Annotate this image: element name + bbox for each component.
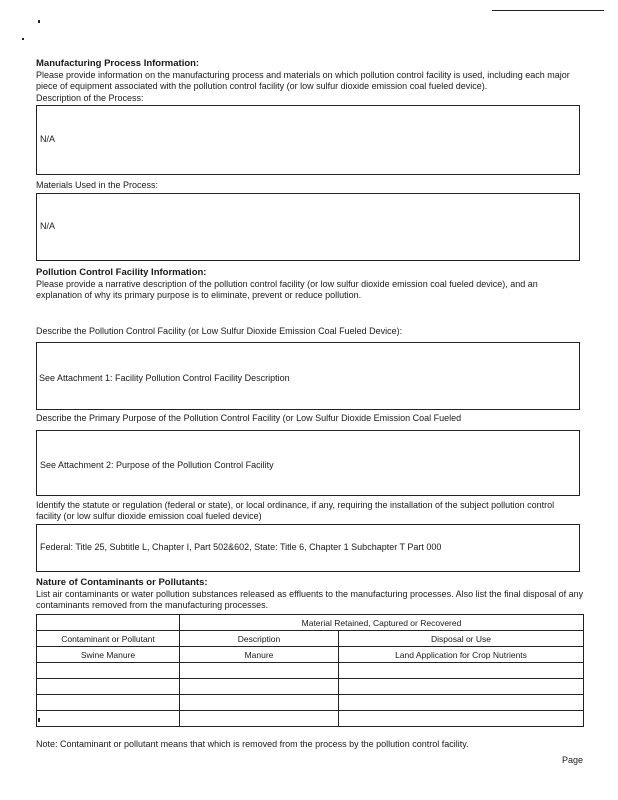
process-description-value: N/A — [40, 134, 56, 144]
statute-label: Identify the statute or regulation (federal or state), or local ordinance, if any, requiring the installation of the subject pollution control facility (or low sulfur dioxide emission coal fueled device) — [36, 500, 555, 521]
table-row — [37, 711, 584, 727]
contaminants-table — [36, 614, 584, 727]
manufacturing-heading: Manufacturing Process Information: — [36, 58, 200, 69]
table-cell[interactable] — [180, 695, 339, 711]
statute-value: Federal: Title 25, Subtitle L, Chapter I, Part 502&602, State: Title 6, Chapter 1 Subchapter T Part 000 — [40, 542, 442, 552]
table-cell[interactable] — [339, 679, 584, 695]
materials-label: Materials Used in the Process: — [36, 180, 159, 190]
column-header: Disposal or Use — [339, 631, 584, 647]
table-cell[interactable] — [339, 711, 584, 727]
table-cell[interactable] — [180, 663, 339, 679]
table-header-row — [37, 631, 584, 647]
primary-purpose-label: Describe the Primary Purpose of the Pollution Control Facility (or Low Sulfur Dioxide Emission Coal Fueled — [36, 413, 462, 423]
table-cell[interactable] — [180, 679, 339, 695]
materials-value: N/A — [40, 221, 56, 231]
table-row — [37, 695, 584, 711]
facility-description-field[interactable] — [36, 342, 580, 410]
statute-field[interactable] — [36, 524, 580, 572]
facility-description-value: See Attachment 1: Facility Pollution Control Facility Description — [39, 373, 290, 383]
top-right-rule — [492, 10, 604, 11]
scan-mark — [38, 718, 40, 722]
table-group-header-row — [37, 615, 584, 631]
contaminants-heading: Nature of Contaminants or Pollutants: — [36, 577, 208, 588]
primary-purpose-value: See Attachment 2: Purpose of the Pollution Control Facility — [40, 460, 274, 470]
pollution-control-instructions: Please provide a narrative description of the pollution control facility (or low sulfur dioxide emission coal fueled device), and an explanation of why its primary purpose is to eliminate, prevent or reduce pollution. — [36, 279, 538, 300]
table-cell[interactable] — [339, 663, 584, 679]
table-row — [37, 647, 584, 663]
table-cell[interactable]: Land Application for Crop Nutrients — [339, 647, 584, 663]
process-description-label: Description of the Process: — [36, 93, 144, 103]
contaminants-instructions: List air contaminants or water pollution substances released as effluents to the manufacturing processes. Also list the final disposal of any contaminants removed from the manufacturing processes. — [36, 589, 584, 610]
page-label: Page — [562, 755, 584, 765]
contaminants-note: Note: Contaminant or pollutant means that which is removed from the process by the pollution control facility. — [36, 739, 469, 749]
column-header: Description — [180, 631, 339, 647]
materials-field[interactable] — [36, 193, 580, 261]
facility-description-label: Describe the Pollution Control Facility (or Low Sulfur Dioxide Emission Coal Fueled Device): — [36, 326, 403, 336]
table-cell[interactable] — [37, 695, 180, 711]
table-cell[interactable] — [37, 711, 180, 727]
scan-mark — [38, 20, 40, 23]
manufacturing-instructions: Please provide information on the manufacturing process and materials on which pollution control facility is used, including each major piece of equipment associated with the pollution control facility (or low sulfur dioxide emission coal fueled device). — [36, 70, 570, 91]
table-row — [37, 679, 584, 695]
table-cell[interactable]: Swine Manure — [37, 647, 180, 663]
pollution-control-heading: Pollution Control Facility Information: — [36, 267, 207, 278]
table-cell[interactable] — [37, 663, 180, 679]
scan-mark — [22, 38, 24, 40]
table-row — [37, 663, 584, 679]
column-header: Contaminant or Pollutant — [37, 631, 180, 647]
process-description-field[interactable] — [36, 105, 580, 175]
table-cell[interactable]: Manure — [180, 647, 339, 663]
table-cell[interactable] — [37, 679, 180, 695]
table-cell[interactable] — [339, 695, 584, 711]
primary-purpose-field[interactable] — [36, 430, 580, 496]
group-header: Material Retained, Captured or Recovered — [180, 615, 584, 631]
table-blank-cell — [37, 615, 180, 631]
table-cell[interactable] — [180, 711, 339, 727]
